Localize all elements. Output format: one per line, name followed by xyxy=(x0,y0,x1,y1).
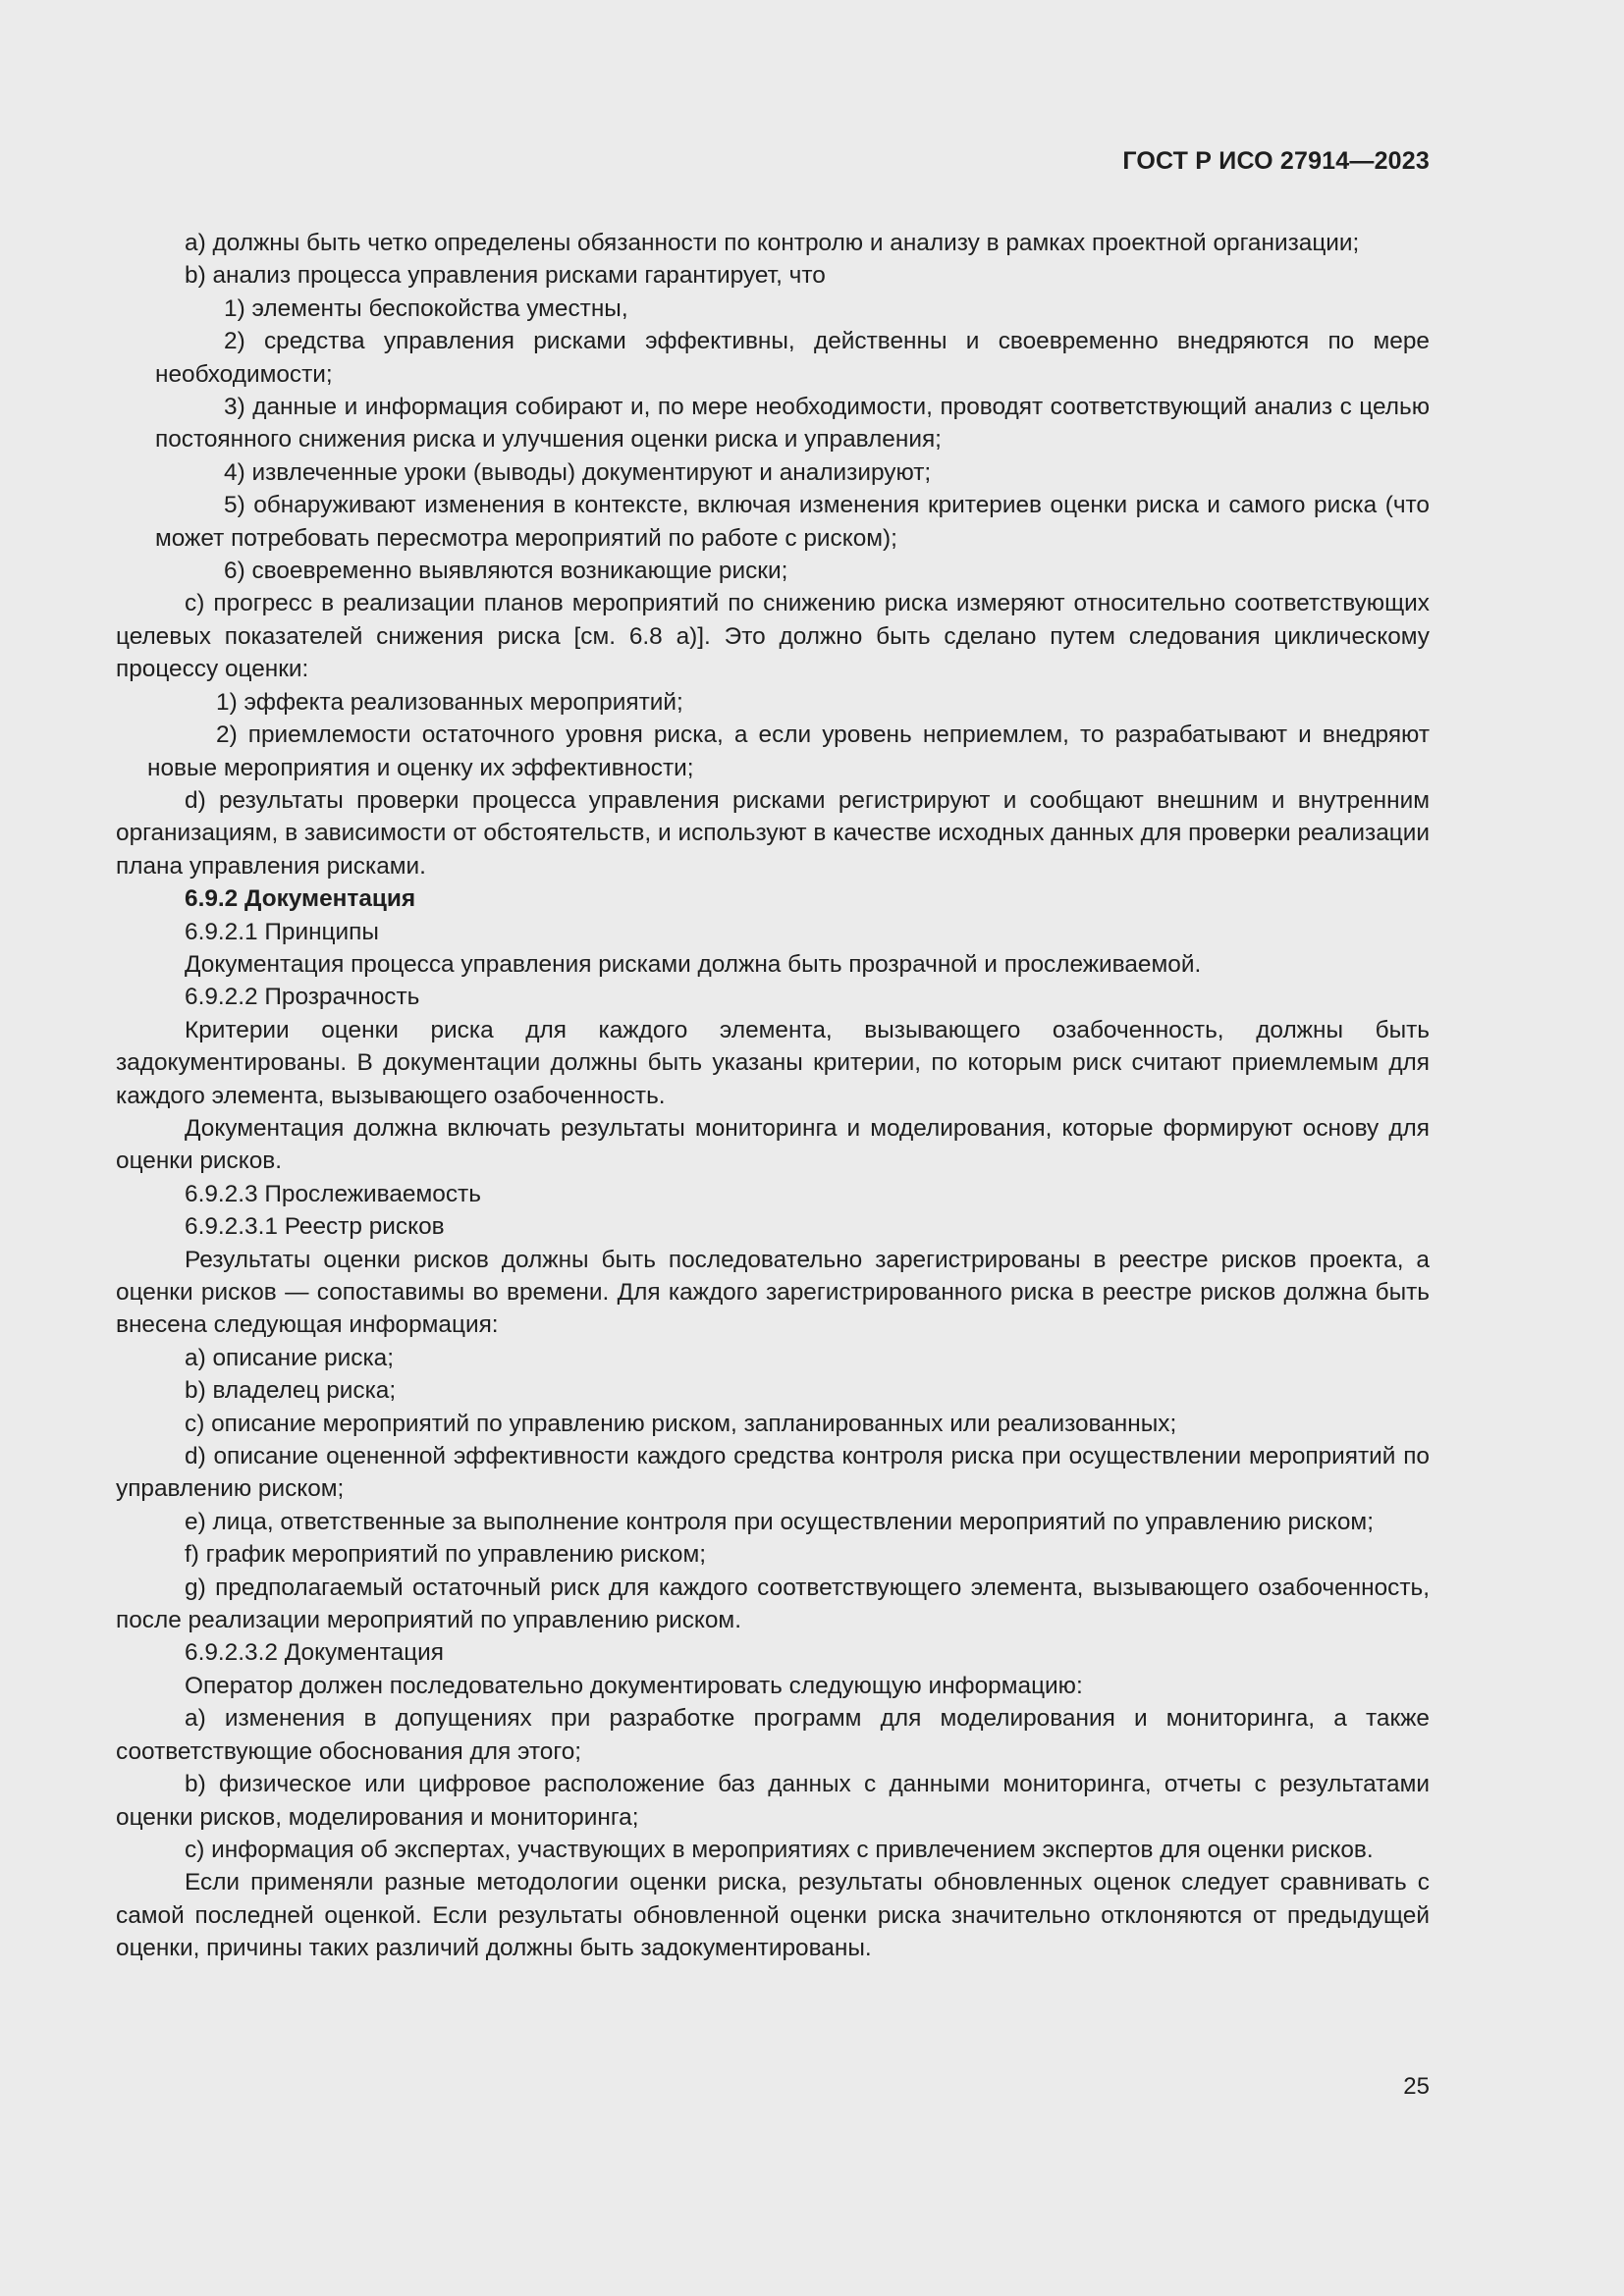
sub-list-item: 4) извлеченные уроки (выводы) документируют и анализируют; xyxy=(224,458,932,486)
paragraph: Документация должна включать результаты мониторинга и моделирования, которые формируют основу для оценки рисков. xyxy=(116,1114,1430,1175)
page-number: 25 xyxy=(1403,2073,1430,2100)
subsection-heading: 6.9.2.1 Принципы xyxy=(185,918,379,945)
document-body xyxy=(116,227,1430,1965)
list-item: c) описание мероприятий по управлению риском, запланированных или реализованных; xyxy=(185,1410,1177,1437)
sub-list-item: 6) своевременно выявляются возникающие риски; xyxy=(224,558,788,585)
subsection-heading: 6.9.2.2 Прозрачность xyxy=(185,984,420,1011)
sub-list-item: 1) эффекта реализованных мероприятий; xyxy=(216,688,683,716)
list-item: d) описание оцененной эффективности каждого средства контроля риска при осуществлении мероприятий по управлению риском; xyxy=(116,1443,1430,1503)
sub-list-item: 5) обнаруживают изменения в контексте, включая изменения критериев оценки риска и самого риска (что может потребовать пересмотра мероприятий по работе с риском); xyxy=(155,492,1430,552)
section-heading: 6.9.2 Документация xyxy=(185,885,416,913)
list-item: a) должны быть четко определены обязанности по контролю и анализу в рамках проектной организации; xyxy=(185,230,1360,256)
subsection-heading: 6.9.2.3.2 Документация xyxy=(185,1639,444,1667)
paragraph: Критерии оценки риска для каждого элемента, вызывающего озабоченность, должны быть задокументированы. В документации должны быть указаны критерии, по которым риск считают приемлемым для каждого элемента, вызывающего озабоченность. xyxy=(116,1016,1430,1109)
list-item: c) информация об экспертах, участвующих в мероприятиях с привлечением экспертов для оценки рисков. xyxy=(185,1836,1374,1863)
list-item: g) предполагаемый остаточный риск для каждого соответствующего элемента, вызывающего озабоченность, после реализации мероприятий по управлению риском. xyxy=(116,1574,1430,1634)
list-item: f) график мероприятий по управлению риском; xyxy=(185,1541,706,1569)
list-item: b) анализ процесса управления рисками гарантирует, что xyxy=(185,262,826,290)
sub-list-item: 3) данные и информация собирают и, по мере необходимости, проводят соответствующий анализ с целью постоянного снижения риска и улучшения оценки риска и управления; xyxy=(155,394,1430,454)
subsection-heading: 6.9.2.3.1 Реестр рисков xyxy=(185,1213,445,1241)
paragraph: Если применяли разные методологии оценки риска, результаты обновленных оценок следует сравнивать с самой последней оценкой. Если результаты обновленной оценки риска значительно отклоняются от предыдущей оценки, причины таких различий должны быть задокументированы. xyxy=(116,1869,1430,1962)
list-item: a) изменения в допущениях при разработке программ для моделирования и мониторинга, а также соответствующие обоснования для этого; xyxy=(116,1705,1430,1765)
list-item: e) лица, ответственные за выполнение контроля при осуществлении мероприятий по управлению риском; xyxy=(185,1508,1374,1535)
paragraph: Документация процесса управления рисками должна быть прозрачной и прослеживаемой. xyxy=(185,950,1202,978)
list-item: d) результаты проверки процесса управления рисками регистрируют и сообщают внешним и внутренним организациям, в зависимости от обстоятельств, и используют в качестве исходных данных для проверки реализации плана управления рисками. xyxy=(116,786,1430,880)
list-item: c) прогресс в реализации планов мероприятий по снижению риска измеряют относительно соответствующих целевых показателей снижения риска [см. 6.8 а)]. Это должно быть сделано путем следования циклическому процессу оценки: xyxy=(116,590,1430,683)
sub-list-item: 2) приемлемости остаточного уровня риска, а если уровень неприемлем, то разрабатывают и внедряют новые мероприятия и оценку их эффективности; xyxy=(147,721,1430,781)
list-item: a) описание риска; xyxy=(185,1344,394,1371)
subsection-heading: 6.9.2.3 Прослеживаемость xyxy=(185,1180,481,1207)
list-item: b) владелец риска; xyxy=(185,1377,397,1405)
document-header: ГОСТ Р ИСО 27914—2023 xyxy=(1122,147,1430,175)
list-item: b) физическое или цифровое расположение баз данных с данными мониторинга, отчеты с результатами оценки рисков, моделирования и мониторинга; xyxy=(116,1771,1430,1831)
paragraph: Оператор должен последовательно документировать следующую информацию: xyxy=(185,1672,1083,1699)
sub-list-item: 2) средства управления рисками эффективны, действенны и своевременно внедряются по мере необходимости; xyxy=(155,328,1430,388)
sub-list-item: 1) элементы беспокойства уместны, xyxy=(224,294,628,322)
paragraph: Результаты оценки рисков должны быть последовательно зарегистрированы в реестре рисков проекта, а оценки рисков — сопоставимы во времени. Для каждого зарегистрированного риска в реестре рисков должна быть внесена следующая информация: xyxy=(116,1246,1430,1339)
